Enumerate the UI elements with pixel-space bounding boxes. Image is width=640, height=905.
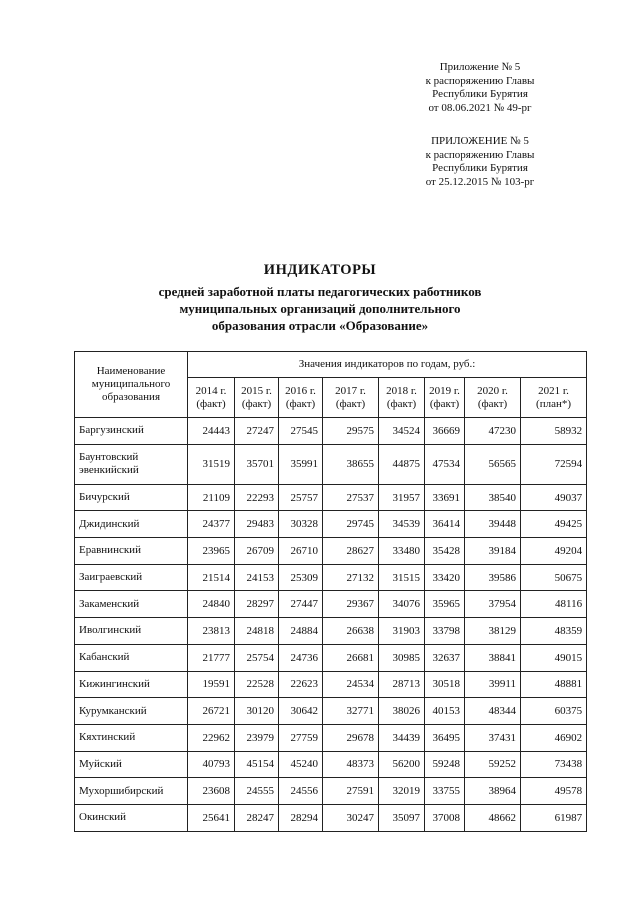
table-row — [75, 671, 587, 698]
value-cell: 23813 — [188, 618, 235, 645]
value-cell: 48881 — [521, 671, 587, 698]
value-cell: 26638 — [323, 618, 379, 645]
value-cell: 37954 — [465, 591, 521, 618]
table-row — [75, 618, 587, 645]
value-cell: 36414 — [425, 511, 465, 538]
value-cell: 25641 — [188, 804, 235, 831]
appendix-original-note — [405, 135, 555, 189]
value-cell: 29367 — [323, 591, 379, 618]
value-cell: 27537 — [323, 484, 379, 511]
value-cell: 23965 — [188, 538, 235, 565]
value-cell: 35991 — [279, 444, 323, 484]
municipality-name-cell: Закаменский — [75, 591, 188, 618]
value-cell: 26709 — [235, 538, 279, 565]
municipality-name-cell: Заиграевский — [75, 564, 188, 591]
value-cell: 48116 — [521, 591, 587, 618]
value-cell: 47534 — [425, 444, 465, 484]
value-cell: 34076 — [379, 591, 425, 618]
subtitle-line: муниципальных организаций дополнительного — [179, 301, 461, 316]
subtitle-line: средней заработной платы педагогических работников — [158, 284, 482, 299]
value-cell: 30518 — [425, 671, 465, 698]
table-row — [75, 644, 587, 671]
value-cell: 49425 — [521, 511, 587, 538]
value-cell: 33480 — [379, 538, 425, 565]
year-label: 2017 г. — [335, 384, 366, 397]
value-cell: 24556 — [279, 778, 323, 805]
appendix-current-line: Приложение № 5 — [439, 61, 521, 73]
value-cell: 31957 — [379, 484, 425, 511]
value-cell: 21777 — [188, 644, 235, 671]
value-cell: 36495 — [425, 724, 465, 751]
year-kind-label: (факт) — [196, 397, 226, 410]
value-cell: 24555 — [235, 778, 279, 805]
value-cell: 33420 — [425, 564, 465, 591]
value-cell: 24377 — [188, 511, 235, 538]
value-cell: 48373 — [323, 751, 379, 778]
value-cell: 27759 — [279, 724, 323, 751]
value-cell: 73438 — [521, 751, 587, 778]
value-cell: 59252 — [465, 751, 521, 778]
value-cell: 35965 — [425, 591, 465, 618]
table-row — [75, 484, 587, 511]
value-cell: 49578 — [521, 778, 587, 805]
year-kind-label: (факт) — [335, 397, 366, 410]
value-cell: 31903 — [379, 618, 425, 645]
table-body — [75, 418, 587, 832]
value-cell: 45240 — [279, 751, 323, 778]
value-cell: 56200 — [379, 751, 425, 778]
municipality-name-cell: Еравнинский — [75, 538, 188, 565]
municipality-name-cell: Кабанский — [75, 644, 188, 671]
municipality-name-cell: Баунтовский эвенкийский — [75, 444, 188, 484]
subtitle-line: образования отрасли «Образование» — [211, 318, 429, 333]
value-cell: 32637 — [425, 644, 465, 671]
value-cell: 39184 — [465, 538, 521, 565]
appendix-original-line: ПРИЛОЖЕНИЕ № 5 — [431, 135, 529, 147]
value-cell: 34539 — [379, 511, 425, 538]
value-cell: 61987 — [521, 804, 587, 831]
value-cell: 32771 — [323, 698, 379, 725]
value-cell: 38964 — [465, 778, 521, 805]
appendix-current-note — [405, 61, 555, 115]
value-cell: 38655 — [323, 444, 379, 484]
value-cell: 28713 — [379, 671, 425, 698]
value-cell: 48344 — [465, 698, 521, 725]
municipality-name-cell: Кяхтинский — [75, 724, 188, 751]
value-cell: 24818 — [235, 618, 279, 645]
value-cell: 31519 — [188, 444, 235, 484]
appendix-current-line: к распоряжению Главы — [425, 74, 535, 87]
municipality-name-cell: Мухоршибирский — [75, 778, 188, 805]
value-cell: 35701 — [235, 444, 279, 484]
year-column-header — [235, 378, 279, 418]
municipality-name-cell: Джидинский — [75, 511, 188, 538]
year-label: 2015 г. — [241, 384, 272, 397]
value-cell: 25309 — [279, 564, 323, 591]
year-kind-label: (факт) — [241, 397, 272, 410]
value-cell: 35097 — [379, 804, 425, 831]
value-cell: 39911 — [465, 671, 521, 698]
value-cell: 39448 — [465, 511, 521, 538]
value-cell: 44875 — [379, 444, 425, 484]
table-row — [75, 538, 587, 565]
municipality-name-cell: Иволгинский — [75, 618, 188, 645]
value-cell: 47230 — [465, 418, 521, 445]
value-cell: 22528 — [235, 671, 279, 698]
value-cell: 24884 — [279, 618, 323, 645]
value-cell: 28247 — [235, 804, 279, 831]
value-cell: 45154 — [235, 751, 279, 778]
indicators-table — [74, 351, 587, 832]
value-cell: 34524 — [379, 418, 425, 445]
value-cell: 37431 — [465, 724, 521, 751]
municipality-column-header: Наименование муниципального образования — [75, 352, 188, 418]
year-kind-label: (план*) — [536, 397, 572, 410]
year-column-header — [323, 378, 379, 418]
value-cell: 49204 — [521, 538, 587, 565]
value-cell: 38841 — [465, 644, 521, 671]
value-cell: 30328 — [279, 511, 323, 538]
appendix-original-line: от 25.12.2015 № 103-рг — [425, 175, 535, 188]
value-cell: 21514 — [188, 564, 235, 591]
value-cell: 40153 — [425, 698, 465, 725]
value-cell: 48359 — [521, 618, 587, 645]
table-row — [75, 591, 587, 618]
value-cell: 56565 — [465, 444, 521, 484]
value-cell: 29483 — [235, 511, 279, 538]
year-kind-label: (факт) — [285, 397, 316, 410]
value-cell: 24153 — [235, 564, 279, 591]
value-cell: 22623 — [279, 671, 323, 698]
table-row — [75, 418, 587, 445]
value-cell: 27247 — [235, 418, 279, 445]
value-cell: 24534 — [323, 671, 379, 698]
value-cell: 27447 — [279, 591, 323, 618]
value-cell: 37008 — [425, 804, 465, 831]
value-cell: 59248 — [425, 751, 465, 778]
year-column-header — [379, 378, 425, 418]
value-cell: 24840 — [188, 591, 235, 618]
municipality-name-cell: Кижингинский — [75, 671, 188, 698]
table-row — [75, 444, 587, 484]
value-cell: 72594 — [521, 444, 587, 484]
value-cell: 26681 — [323, 644, 379, 671]
value-cell: 33755 — [425, 778, 465, 805]
value-cell: 38540 — [465, 484, 521, 511]
value-cell: 33691 — [425, 484, 465, 511]
value-cell: 23979 — [235, 724, 279, 751]
appendix-original-line: к распоряжению Главы — [425, 148, 535, 161]
value-cell: 36669 — [425, 418, 465, 445]
value-cell: 35428 — [425, 538, 465, 565]
table-row — [75, 778, 587, 805]
value-cell: 27545 — [279, 418, 323, 445]
value-cell: 58932 — [521, 418, 587, 445]
year-kind-label: (факт) — [429, 397, 460, 410]
year-kind-label: (факт) — [477, 397, 508, 410]
value-cell: 27132 — [323, 564, 379, 591]
value-cell: 49037 — [521, 484, 587, 511]
municipality-name-cell: Бичурский — [75, 484, 188, 511]
value-cell: 23608 — [188, 778, 235, 805]
values-column-header: Значения индикаторов по годам, руб.: — [188, 352, 587, 378]
table-row — [75, 751, 587, 778]
year-column-header — [465, 378, 521, 418]
municipality-name-cell: Муйский — [75, 751, 188, 778]
value-cell: 60375 — [521, 698, 587, 725]
value-cell: 30247 — [323, 804, 379, 831]
municipality-name-cell: Курумканский — [75, 698, 188, 725]
year-label: 2016 г. — [285, 384, 316, 397]
value-cell: 29745 — [323, 511, 379, 538]
value-cell: 29575 — [323, 418, 379, 445]
appendix-current-line: Республики Бурятия — [432, 88, 528, 100]
value-cell: 25757 — [279, 484, 323, 511]
value-cell: 31515 — [379, 564, 425, 591]
value-cell: 49015 — [521, 644, 587, 671]
year-label: 2018 г. — [386, 384, 417, 397]
table-row — [75, 724, 587, 751]
value-cell: 28297 — [235, 591, 279, 618]
value-cell: 34439 — [379, 724, 425, 751]
value-cell: 24443 — [188, 418, 235, 445]
year-label: 2021 г. — [538, 384, 569, 397]
value-cell: 26710 — [279, 538, 323, 565]
municipality-name-cell: Баргузинский — [75, 418, 188, 445]
year-label: 2019 г. — [429, 384, 460, 397]
value-cell: 46902 — [521, 724, 587, 751]
value-cell: 48662 — [465, 804, 521, 831]
value-cell: 21109 — [188, 484, 235, 511]
value-cell: 50675 — [521, 564, 587, 591]
value-cell: 38129 — [465, 618, 521, 645]
value-cell: 39586 — [465, 564, 521, 591]
value-cell: 28294 — [279, 804, 323, 831]
value-cell: 22962 — [188, 724, 235, 751]
document-title: ИНДИКАТОРЫ — [263, 262, 377, 278]
year-column-header — [188, 378, 235, 418]
value-cell: 19591 — [188, 671, 235, 698]
value-cell: 27591 — [323, 778, 379, 805]
table-row — [75, 698, 587, 725]
value-cell: 29678 — [323, 724, 379, 751]
value-cell: 22293 — [235, 484, 279, 511]
value-cell: 30642 — [279, 698, 323, 725]
value-cell: 24736 — [279, 644, 323, 671]
year-label: 2020 г. — [477, 384, 508, 397]
table-row — [75, 804, 587, 831]
table-row — [75, 564, 587, 591]
appendix-current-line: от 08.06.2021 № 49-рг — [428, 101, 532, 114]
appendix-original-line: Республики Бурятия — [432, 162, 528, 174]
year-kind-label: (факт) — [386, 397, 417, 410]
value-cell: 25754 — [235, 644, 279, 671]
value-cell: 30985 — [379, 644, 425, 671]
year-column-header — [279, 378, 323, 418]
year-label: 2014 г. — [195, 384, 227, 397]
value-cell: 32019 — [379, 778, 425, 805]
value-cell: 30120 — [235, 698, 279, 725]
value-cell: 33798 — [425, 618, 465, 645]
year-column-header — [521, 378, 587, 418]
year-column-header — [425, 378, 465, 418]
value-cell: 26721 — [188, 698, 235, 725]
document-subtitle — [0, 283, 640, 334]
municipality-name-cell: Окинский — [75, 804, 188, 831]
table-row — [75, 511, 587, 538]
value-cell: 28627 — [323, 538, 379, 565]
value-cell: 40793 — [188, 751, 235, 778]
value-cell: 38026 — [379, 698, 425, 725]
